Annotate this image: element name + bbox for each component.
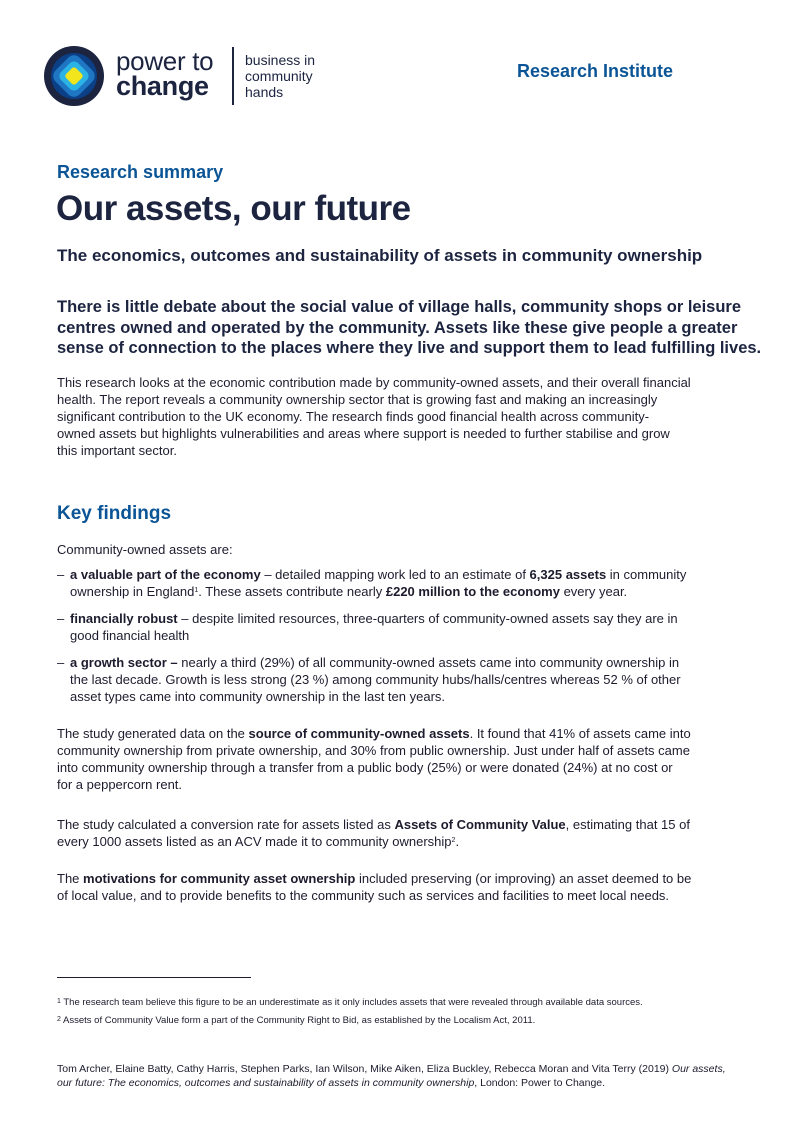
lede-paragraph: [57, 297, 761, 359]
lede-line: There is little debate about the social value of village halls, community shops or leisure: [57, 298, 742, 316]
finding-text: financially robust – despite limited resources, three-quarters of community-owned assets say they are in good financial health: [70, 611, 678, 643]
research-institute-label: Research Institute: [517, 61, 674, 81]
document-type-label: Research summary: [57, 162, 224, 182]
finding-text: a growth sector – nearly a third (29%) of all community-owned assets came into community ownership in the last decade. Growth is less strong (23 %) among community hubs/halls/centres whereas 52 % of other asset types came into community ownership in the last ten years.: [70, 655, 681, 704]
brand-divider: [232, 47, 234, 105]
footnote-1: $^1$ The research team believe this figure to be an underestimate as it only includes assets that were revealed through available data sources.: [57, 997, 643, 1008]
intro-line: this important sector.: [57, 443, 177, 458]
list-dash: –: [57, 655, 65, 670]
footnote-number: 2: [57, 1016, 61, 1023]
tagline-line: community: [245, 68, 313, 84]
intro-line: This research looks at the economic contribution made by community-owned assets, and their overall financial: [57, 375, 691, 390]
list-dash: –: [57, 567, 65, 582]
footnote-ref: 2: [451, 837, 456, 844]
lede-line: centres owned and operated by the community. Assets like these give people a greater: [57, 318, 738, 337]
lede-line: sense of connection to the places where they live and support them to lead fulfilling lives.: [57, 339, 762, 357]
page-subtitle: The economics, outcomes and sustainability of assets in community ownership: [57, 246, 703, 265]
intro-line: owned assets but highlights vulnerabilities and areas where support is needed to further stabilise and grow: [57, 426, 670, 441]
brand-name-line2: change: [116, 71, 209, 101]
acv-paragraph: The study calculated a conversion rate for assets listed as Assets of Community Value, estimating that 15 of every 1000 assets listed as an ACV made it to community ownership$^2$.: [57, 817, 690, 849]
intro-line: significant contribution to the UK economy. The research finds good financial health across community-: [57, 409, 650, 424]
page-title: Our assets, our future: [56, 189, 411, 228]
key-findings-intro: Community-owned assets are:: [57, 542, 233, 557]
motivations-paragraph: The motivations for community asset ownership included preserving (or improving) an asset deemed to be of local value, and to provide benefits to the community such as services and facilities to meet local needs.: [57, 871, 692, 903]
footnote-number: 1: [57, 998, 61, 1005]
list-dash: –: [57, 611, 65, 626]
source-paragraph: The study generated data on the source of community-owned assets. It found that 41% of assets came into community ownership from private ownership, and 30% from public ownership. Just under half of assets came into community ownership through a transfer from a public body (25%) or were donated (24%) at no cost or for a peppercorn rent.: [57, 726, 691, 792]
footnote-ref: 1: [194, 587, 199, 594]
tagline-line: business in: [245, 52, 316, 68]
intro-paragraph: [57, 374, 691, 459]
tagline-line: hands: [245, 84, 284, 100]
citation: Tom Archer, Elaine Batty, Cathy Harris, Stephen Parks, Ian Wilson, Mike Aiken, Eliza Buckley, Rebecca Moran and Vita Terry (2019) Our assets, our future: The economics, outcomes and sustainability of assets in community ownership, London: Power to Change.: [57, 1063, 726, 1089]
intro-line: health. The report reveals a community ownership sector that is growing fast and making an increasingly: [57, 392, 658, 407]
brand-tagline: [245, 52, 315, 100]
footnote-divider: [57, 977, 251, 978]
key-findings-heading: Key findings: [57, 503, 172, 524]
finding-text: a valuable part of the economy – detailed mapping work led to an estimate of 6,325 assets in community ownership in England$^1$. These assets contribute nearly £220 million to the economy every year.: [70, 567, 687, 599]
brand-name-line1: power to: [116, 46, 214, 76]
footnote-2: $^2$ Assets of Community Value form a part of the Community Right to Bid, as established by the Localism Act, 2011.: [57, 1015, 536, 1026]
power-to-change-logo: [44, 46, 104, 106]
